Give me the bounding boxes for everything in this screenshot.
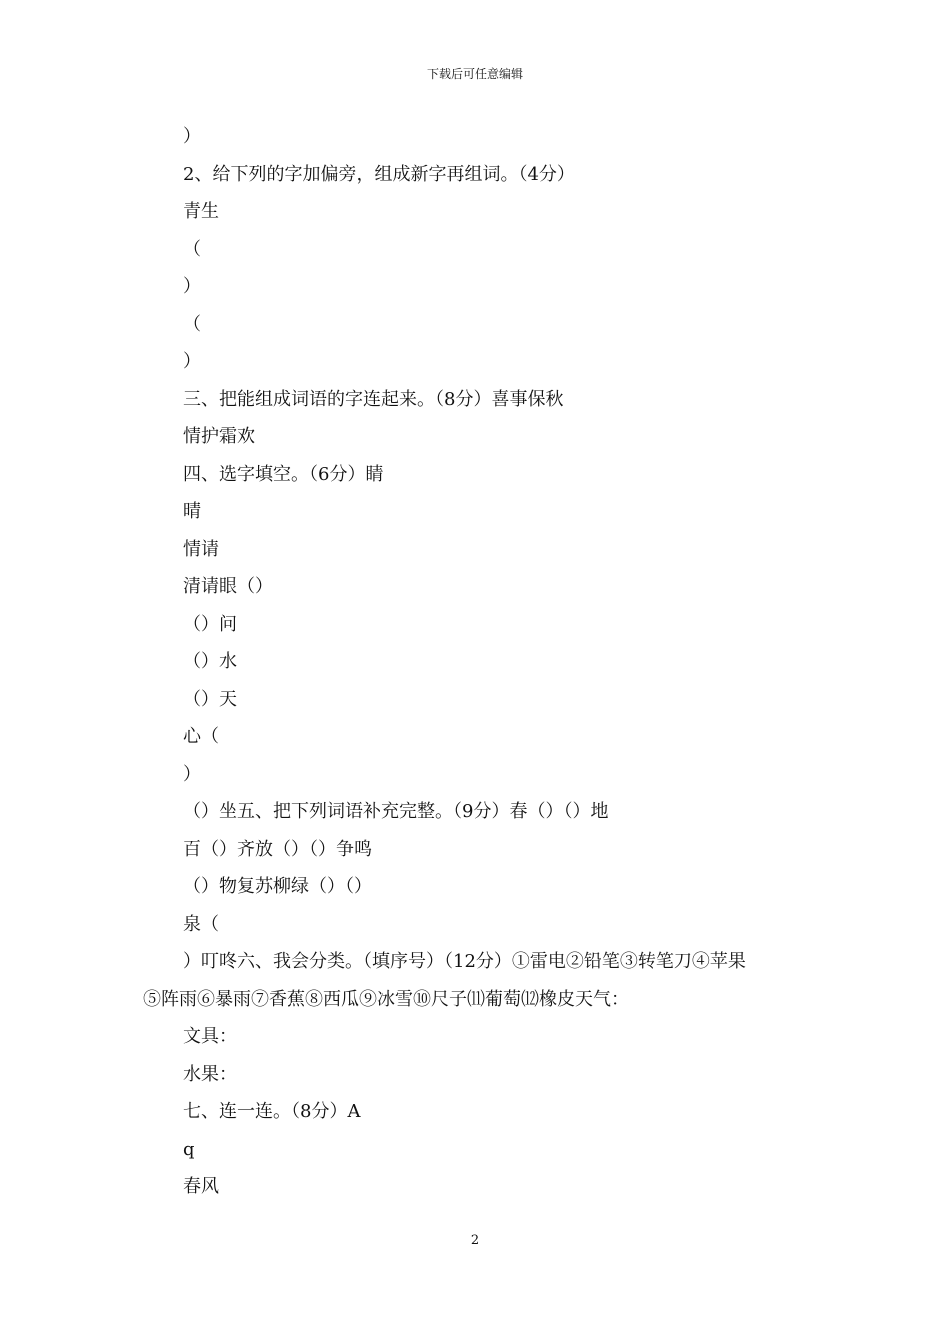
page-header: 下载后可任意编辑 (426, 67, 523, 81)
text-line: ） (183, 276, 201, 297)
question-2-heading: 2、给下列的字加偏旁，组成新字再组词。（4分） (183, 163, 575, 185)
text-line: （ (183, 238, 201, 260)
text-line: ） (183, 763, 201, 785)
section-4-heading: 四、选字填空。（6分）睛 (183, 463, 384, 485)
text-line: 文具： (183, 1026, 237, 1047)
text-line: 晴 (183, 501, 201, 522)
text-line: （ (183, 313, 201, 335)
text-line: 泉（ (183, 913, 219, 935)
text-line: 青生 (183, 201, 219, 222)
text-line: ） (183, 126, 201, 147)
text-line-continuation: ⑤阵雨⑥暴雨⑦香蕉⑧西瓜⑨冰雪⑩尺子⑾葡萄⑿橡皮天气： (143, 988, 629, 1010)
section-7-heading: 七、连一连。（8分）A (183, 1101, 361, 1122)
text-line: （）天 (183, 688, 237, 710)
text-line: （）水 (183, 651, 237, 672)
text-line: 清请眼（） (183, 576, 273, 597)
text-line: 心（ (183, 726, 219, 747)
text-line: q (183, 1138, 195, 1160)
section-5-heading: （）坐五、把下列词语补充完整。（9分）春（）（）地 (183, 801, 609, 822)
text-line: （）物复苏柳绿（）（） (183, 876, 372, 897)
text-line: 百（）齐放（）（）争鸣 (183, 838, 372, 860)
text-line: 情请 (183, 538, 219, 560)
text-line: ） (183, 351, 201, 372)
text-line: （）问 (183, 613, 237, 635)
text-line: 情护霜欢 (183, 426, 255, 447)
text-line: 水果： (183, 1063, 237, 1085)
text-line: 春风 (183, 1176, 219, 1197)
section-3-heading: 三、把能组成词语的字连起来。（8分）喜事保秋 (183, 388, 564, 410)
document-body (0, 122, 950, 1210)
section-6-heading: ）叮咚六、我会分类。（填序号）（12分）①雷电②铅笔③转笔刀④苹果 (183, 951, 746, 972)
page-number: 2 (470, 1233, 480, 1248)
